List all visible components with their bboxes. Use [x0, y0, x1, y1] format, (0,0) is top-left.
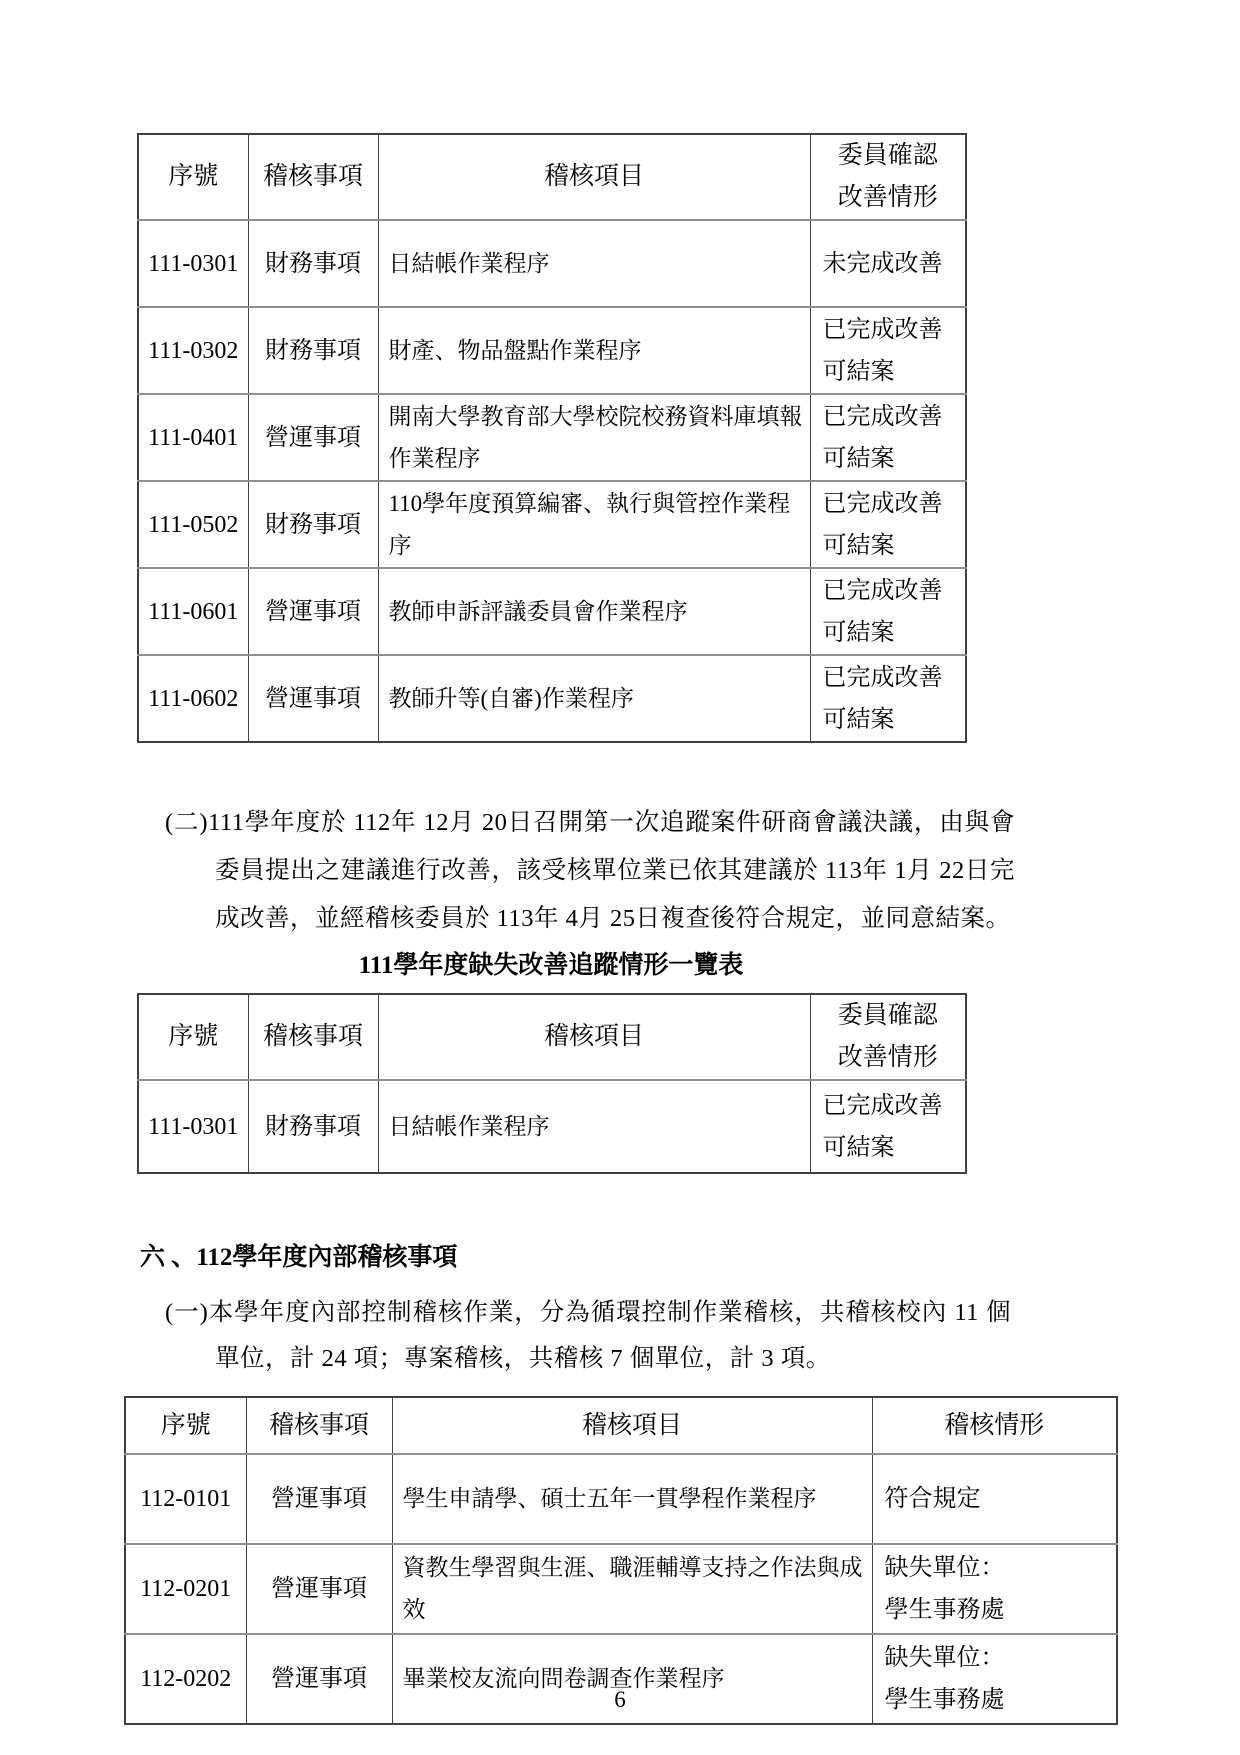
- cell-no: 111-0502: [138, 481, 248, 568]
- header-category: 稽核事項: [248, 994, 378, 1080]
- cell-no: 112-0202: [125, 1634, 246, 1724]
- cell-category: 營運事項: [246, 1634, 392, 1724]
- header-no: 序號: [138, 994, 248, 1080]
- page-number: 6: [614, 1687, 626, 1712]
- header-no: 序號: [125, 1397, 246, 1454]
- table-row: [138, 307, 966, 394]
- table-header-row: [138, 134, 966, 220]
- cell-item: 開南大學教育部大學校院校務資料庫填報作業程序: [378, 394, 810, 481]
- table-row: [138, 1080, 966, 1173]
- cell-no: 111-0302: [138, 307, 248, 394]
- cell-status: 已完成改善 可結案: [810, 394, 966, 481]
- followup-tracking-table: [137, 133, 967, 743]
- cell-status: 缺失單位： 學生事務處: [872, 1544, 1117, 1634]
- table-row: [138, 220, 966, 307]
- cell-category: 營運事項: [248, 394, 378, 481]
- header-category: 稽核事項: [248, 134, 378, 220]
- header-status: 稽核情形: [872, 1397, 1117, 1454]
- table-header-row: [125, 1397, 1117, 1454]
- cell-status: 已完成改善 可結案: [810, 481, 966, 568]
- cell-item: 日結帳作業程序: [378, 220, 810, 307]
- cell-category: 營運事項: [246, 1454, 392, 1544]
- cell-item: 教師升等(自審)作業程序: [378, 655, 810, 742]
- table-header-row: [138, 994, 966, 1080]
- cell-status: 已完成改善 可結案: [810, 568, 966, 655]
- cell-status: 已完成改善 可結案: [810, 1080, 966, 1173]
- cell-no: 111-0401: [138, 394, 248, 481]
- table-row: [138, 568, 966, 655]
- cell-item: 日結帳作業程序: [378, 1080, 810, 1173]
- section-heading: 六 、112學年度內部稽核事項: [140, 1244, 458, 1271]
- cell-category: 財務事項: [248, 481, 378, 568]
- cell-category: 財務事項: [248, 1080, 378, 1173]
- cell-status: 已完成改善 可結案: [810, 655, 966, 742]
- cell-item: 畢業校友流向問卷調查作業程序: [392, 1634, 872, 1724]
- cell-status: 已完成改善 可結案: [810, 307, 966, 394]
- cell-category: 財務事項: [248, 220, 378, 307]
- table-row: [125, 1544, 1117, 1634]
- table-row: [138, 481, 966, 568]
- cell-no: 112-0101: [125, 1454, 246, 1544]
- cell-category: 財務事項: [248, 307, 378, 394]
- cell-no: 111-0601: [138, 568, 248, 655]
- header-status: 委員確認 改善情形: [810, 994, 966, 1080]
- cell-item: 教師申訴評議委員會作業程序: [378, 568, 810, 655]
- cell-no: 111-0301: [138, 1080, 248, 1173]
- cell-status: 未完成改善: [810, 220, 966, 307]
- cell-no: 111-0301: [138, 220, 248, 307]
- table-row: [138, 655, 966, 742]
- table-row: [125, 1454, 1117, 1544]
- header-item: 稽核項目: [378, 134, 810, 220]
- header-no: 序號: [138, 134, 248, 220]
- cell-status: 符合規定: [872, 1454, 1117, 1544]
- cell-status: 缺失單位： 學生事務處: [872, 1634, 1117, 1724]
- followup-decision-paragraph: (二)111學年度於 112年 12月 20日召開第一次追蹤案件研商會議決議，由與會委員提出之建議進行改善，該受核單位業已依其建議於 113年 1月 22日完成改善，並經稽核委員於 113年 4月 25日複查後符合規定，並同意結案。: [165, 809, 1015, 932]
- summary-table: [137, 993, 967, 1174]
- header-status: 委員確認 改善情形: [810, 134, 966, 220]
- cell-item: 資教生學習與生涯、職涯輔導支持之作法與成效: [392, 1544, 872, 1634]
- cell-category: 營運事項: [246, 1544, 392, 1634]
- header-item: 稽核項目: [378, 994, 810, 1080]
- cell-category: 營運事項: [248, 655, 378, 742]
- cell-item: 學生申請學、碩士五年一貫學程作業程序: [392, 1454, 872, 1544]
- cell-item: 財產、物品盤點作業程序: [378, 307, 810, 394]
- table-row: [138, 394, 966, 481]
- header-category: 稽核事項: [246, 1397, 392, 1454]
- audit-items-table: [124, 1396, 1118, 1725]
- header-item: 稽核項目: [392, 1397, 872, 1454]
- cell-no: 111-0602: [138, 655, 248, 742]
- audit-overview-paragraph: (一)本學年度內部控制稽核作業，分為循環控制作業稽核，共稽核校內 11 個單位，計 24 項；專案稽核，共稽核 7 個單位，計 3 項。: [165, 1299, 1011, 1372]
- summary-table-title: 111學年度缺失改善追蹤情形一覽表: [358, 952, 744, 979]
- cell-item: 110學年度預算編審、執行與管控作業程序: [378, 481, 810, 568]
- cell-category: 營運事項: [248, 568, 378, 655]
- cell-no: 112-0201: [125, 1544, 246, 1634]
